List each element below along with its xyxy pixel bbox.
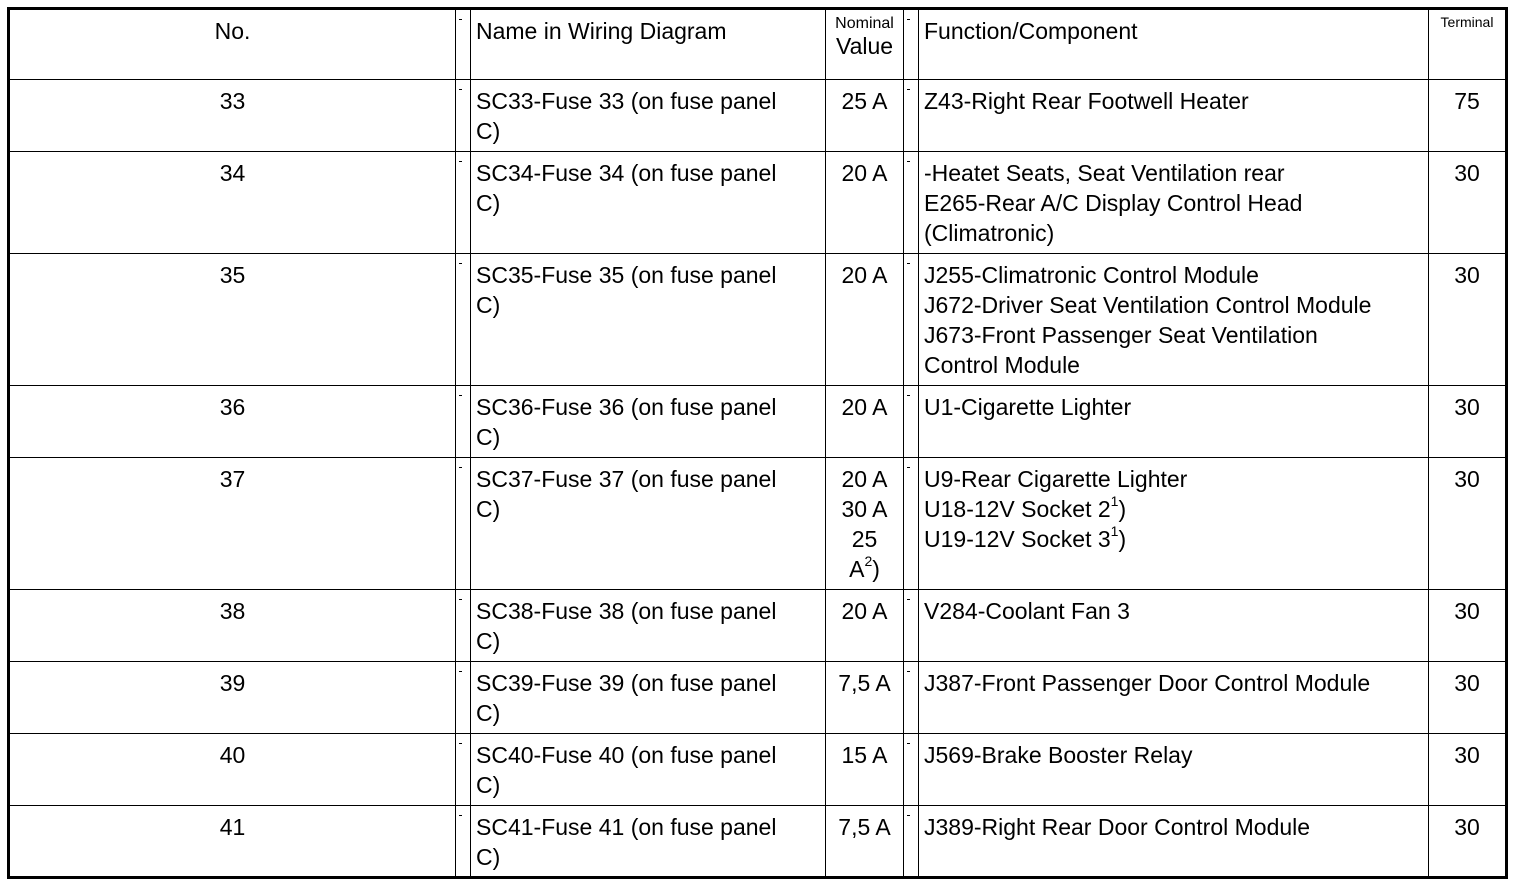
wiring-name-line: C)	[476, 424, 501, 450]
header-value-small: Nominal	[835, 15, 894, 32]
function-line: U1-Cigarette Lighter	[924, 394, 1132, 420]
spacer-cell	[456, 590, 471, 662]
spacer-cell	[904, 806, 919, 878]
spacer-cell	[904, 590, 919, 662]
fuse-number-cell: 40	[9, 734, 456, 806]
table-row	[9, 734, 1507, 806]
function-line: U19-12V Socket $3^1$)	[924, 523, 1127, 552]
spacer-cell	[456, 152, 471, 254]
wiring-name-line: C)	[476, 772, 501, 798]
wiring-name-line: C)	[476, 190, 501, 216]
nominal-value-line: 7,5 A	[838, 814, 891, 840]
wiring-name-cell	[471, 458, 826, 590]
nominal-value-cell	[826, 254, 904, 386]
spacer-cell	[456, 386, 471, 458]
spacer-cell	[456, 734, 471, 806]
nominal-value-line: 7,5 A	[838, 670, 891, 696]
nominal-value-cell	[826, 806, 904, 878]
nominal-value-line: 25 A	[841, 88, 888, 114]
wiring-name-cell	[471, 254, 826, 386]
function-line: J387-Front Passenger Door Control Module	[924, 670, 1371, 696]
header-name: Name in Wiring Diagram	[471, 9, 826, 80]
spacer-cell	[904, 152, 919, 254]
wiring-name-line: C)	[476, 844, 501, 870]
function-line: J569-Brake Booster Relay	[924, 742, 1193, 768]
wiring-name-cell	[471, 590, 826, 662]
header-value	[826, 9, 904, 80]
nominal-value-line: 20 A	[841, 598, 888, 624]
spacer-cell	[456, 806, 471, 878]
spacer-cell	[456, 662, 471, 734]
nominal-value-line: 20 A	[841, 466, 888, 492]
function-line: J672-Driver Seat Ventilation Control Module	[924, 292, 1372, 318]
nominal-value-cell	[826, 80, 904, 152]
nominal-value-cell	[826, 152, 904, 254]
spacer-cell	[904, 734, 919, 806]
function-cell	[919, 80, 1429, 152]
nominal-value-line: 20 A	[841, 394, 888, 420]
fuse-number-cell: 34	[9, 152, 456, 254]
function-cell	[919, 806, 1429, 878]
function-line: Control Module	[924, 352, 1080, 378]
fuse-number-cell: 37	[9, 458, 456, 590]
header-row	[9, 9, 1507, 80]
nominal-value-line: 25	[851, 526, 878, 552]
wiring-name-line: SC34-Fuse 34 (on fuse panel	[476, 160, 777, 186]
table-row	[9, 458, 1507, 590]
header-function: Function/Component	[919, 9, 1429, 80]
function-line: (Climatronic)	[924, 220, 1055, 246]
terminal-cell: 30	[1429, 734, 1507, 806]
terminal-cell: 75	[1429, 80, 1507, 152]
terminal-cell: 30	[1429, 806, 1507, 878]
fuse-number-cell: 38	[9, 590, 456, 662]
table-row	[9, 590, 1507, 662]
table-row	[9, 152, 1507, 254]
function-line: -Heatet Seats, Seat Ventilation rear	[924, 160, 1285, 186]
header-no: No.	[9, 9, 456, 80]
wiring-name-line: SC35-Fuse 35 (on fuse panel	[476, 262, 777, 288]
wiring-name-line: C)	[476, 292, 501, 318]
terminal-cell: 30	[1429, 152, 1507, 254]
function-line: Z43-Right Rear Footwell Heater	[924, 88, 1249, 114]
nominal-value-cell	[826, 734, 904, 806]
spacer-cell	[904, 386, 919, 458]
function-cell	[919, 152, 1429, 254]
wiring-name-cell	[471, 662, 826, 734]
wiring-name-line: SC41-Fuse 41 (on fuse panel	[476, 814, 777, 840]
wiring-name-line: SC40-Fuse 40 (on fuse panel	[476, 742, 777, 768]
function-cell	[919, 662, 1429, 734]
fuse-number-cell: 33	[9, 80, 456, 152]
header-spacer	[456, 9, 471, 80]
function-line: V284-Coolant Fan 3	[924, 598, 1130, 624]
nominal-value-line: 15 A	[841, 742, 888, 768]
function-cell	[919, 386, 1429, 458]
wiring-name-cell	[471, 806, 826, 878]
fuse-number-cell: 39	[9, 662, 456, 734]
function-cell	[919, 458, 1429, 590]
spacer-cell	[904, 662, 919, 734]
nominal-value-line: $A^2$)	[849, 553, 880, 582]
function-line: E265-Rear A/C Display Control Head	[924, 190, 1303, 216]
table-row	[9, 254, 1507, 386]
table-body	[9, 80, 1507, 878]
wiring-name-cell	[471, 734, 826, 806]
nominal-value-cell	[826, 590, 904, 662]
wiring-name-line: SC39-Fuse 39 (on fuse panel	[476, 670, 777, 696]
terminal-cell: 30	[1429, 386, 1507, 458]
nominal-value-line: 20 A	[841, 262, 888, 288]
function-line: J389-Right Rear Door Control Module	[924, 814, 1311, 840]
wiring-name-line: C)	[476, 118, 501, 144]
header-spacer	[904, 9, 919, 80]
spacer-cell	[904, 458, 919, 590]
nominal-value-line: 30 A	[841, 496, 888, 522]
nominal-value-cell	[826, 386, 904, 458]
wiring-name-line: SC37-Fuse 37 (on fuse panel	[476, 466, 777, 492]
table-row	[9, 806, 1507, 878]
terminal-cell: 30	[1429, 458, 1507, 590]
table-row	[9, 386, 1507, 458]
header-terminal: Terminal	[1429, 9, 1507, 80]
wiring-name-cell	[471, 80, 826, 152]
wiring-name-line: SC33-Fuse 33 (on fuse panel	[476, 88, 777, 114]
table-row	[9, 80, 1507, 152]
spacer-cell	[904, 254, 919, 386]
wiring-name-line: C)	[476, 628, 501, 654]
function-cell	[919, 590, 1429, 662]
terminal-cell: 30	[1429, 590, 1507, 662]
table-row	[9, 662, 1507, 734]
function-cell	[919, 734, 1429, 806]
function-cell	[919, 254, 1429, 386]
spacer-cell	[904, 80, 919, 152]
terminal-cell: 30	[1429, 254, 1507, 386]
wiring-name-line: C)	[476, 496, 501, 522]
wiring-name-cell	[471, 152, 826, 254]
wiring-name-line: SC36-Fuse 36 (on fuse panel	[476, 394, 777, 420]
nominal-value-cell	[826, 662, 904, 734]
spacer-cell	[456, 458, 471, 590]
terminal-cell: 30	[1429, 662, 1507, 734]
fuse-number-cell: 41	[9, 806, 456, 878]
function-line: J673-Front Passenger Seat Ventilation	[924, 322, 1318, 348]
fuse-number-cell: 36	[9, 386, 456, 458]
fuse-table	[7, 7, 1508, 879]
nominal-value-line: 20 A	[841, 160, 888, 186]
wiring-name-line: SC38-Fuse 38 (on fuse panel	[476, 598, 777, 624]
function-line: U9-Rear Cigarette Lighter	[924, 466, 1188, 492]
header-value-big: Value	[835, 33, 894, 59]
spacer-cell	[456, 80, 471, 152]
wiring-name-cell	[471, 386, 826, 458]
nominal-value-cell	[826, 458, 904, 590]
function-line: J255-Climatronic Control Module	[924, 262, 1259, 288]
wiring-name-line: C)	[476, 700, 501, 726]
fuse-number-cell: 35	[9, 254, 456, 386]
spacer-cell	[456, 254, 471, 386]
function-line: U18-12V Socket $2^1$)	[924, 493, 1127, 522]
